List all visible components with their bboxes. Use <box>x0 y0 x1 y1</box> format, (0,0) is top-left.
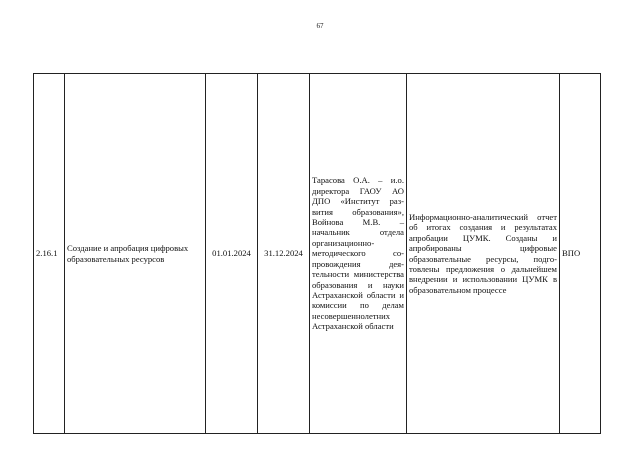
table-row <box>34 74 601 434</box>
plan-table <box>33 73 601 434</box>
start-date-cell: 01.01.2024 <box>206 74 258 434</box>
responsible-cell <box>310 74 407 434</box>
row-number-cell: 2.16.1 <box>34 74 65 434</box>
event-name-cell: Создание и апробация цифровых образовательных ресурсов <box>65 74 206 434</box>
page-number: 67 <box>316 22 324 30</box>
responsible-text: Тарасова О.А. – и.о. директора ГАОУ АО ДПО «Институт развития образования», Войнова М.В. – начальник отдела организационно-методического сопровождения деятельности министерства образования и науки Астраханской области и комиссии по делам несовершеннолетних Астраханской области <box>312 175 404 332</box>
end-date-cell: 31.12.2024 <box>258 74 310 434</box>
form-cell: ВПО <box>560 74 601 434</box>
result-cell <box>407 74 560 434</box>
result-text: Информационно-аналитический отчет об итогах создания и результатах апробации ЦУМК. Созданы и апробированы цифровые образовательные ресурсы, подготовлены предложения о дальнейшем внедрении и использовании ЦУМК в образовательном процессе <box>409 211 557 295</box>
